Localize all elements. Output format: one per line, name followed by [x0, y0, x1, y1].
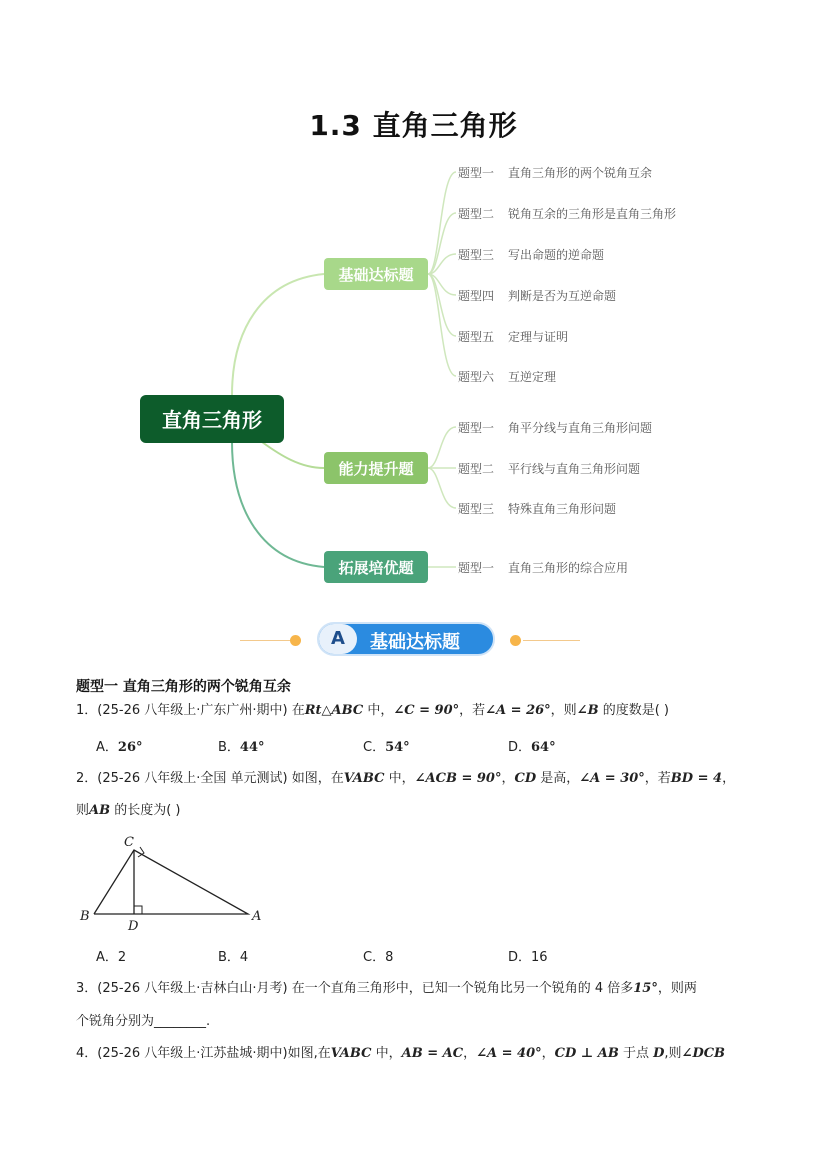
- mind-map: [0, 150, 827, 590]
- q2-text: 则: [76, 803, 90, 818]
- q4-text: ，: [541, 1046, 555, 1061]
- q2-option-c[interactable]: C．8: [363, 950, 394, 965]
- q1-option-a[interactable]: A．26°: [96, 740, 143, 755]
- q2-math: CD: [514, 771, 537, 786]
- banner-line-left: [240, 640, 292, 641]
- q1-text: ，若: [459, 703, 486, 718]
- leaf-type: 题型一: [458, 561, 495, 575]
- q1-option-d[interactable]: D．64°: [508, 740, 556, 755]
- mindmap-root-label: 直角三角形: [162, 408, 262, 432]
- q2-math: AB: [89, 803, 111, 818]
- page-title: 1.3 直角三角形: [309, 109, 518, 142]
- question-2-line2: [76, 801, 181, 821]
- q2-text: 的长度为( ): [110, 803, 181, 818]
- banner-letter: A: [319, 624, 357, 654]
- q3-math: 15°: [633, 981, 658, 996]
- leaf-topic: 特殊直角三角形问题: [508, 502, 617, 516]
- triangle-outline: [94, 850, 248, 914]
- q1-text: 中，: [363, 703, 394, 718]
- question-3: [76, 979, 697, 999]
- branch-extend-label: 拓展培优题: [338, 559, 414, 577]
- q4-text: 于点: [618, 1046, 654, 1061]
- label-c: C: [124, 835, 134, 850]
- q4-text: 中，: [371, 1046, 402, 1061]
- right-angle-mark-d: [134, 906, 142, 914]
- label-b: B: [80, 909, 90, 924]
- q2-math: VABC: [343, 771, 385, 786]
- leaf-type: 题型二: [458, 207, 495, 221]
- leaf-topic: 写出命题的逆命题: [508, 248, 605, 262]
- q1-math: ∠A = 26°: [485, 703, 551, 718]
- leaf-type: 题型一: [458, 166, 495, 180]
- q3-blank-text[interactable]: 个锐角分别为________.: [76, 1014, 211, 1029]
- q3-text: 3．(25-26 八年级上·吉林白山·月考) 在一个直角三角形中，已知一个锐角比另一个锐角的 4 倍多: [76, 981, 634, 996]
- branch-basic-label: 基础达标题: [338, 266, 414, 284]
- q4-text: ,则: [664, 1046, 682, 1061]
- q2-math: ∠ACB = 90°: [414, 771, 502, 786]
- q4-math: CD ⊥ AB: [554, 1046, 619, 1061]
- question-1: [76, 701, 669, 721]
- leaf-topic: 平行线与直角三角形问题: [508, 462, 641, 476]
- q4-math: AB = AC: [401, 1046, 464, 1061]
- q2-text: 2．(25-26 八年级上·全国 单元测试) 如图，在: [76, 771, 344, 786]
- leaf-type: 题型二: [458, 462, 495, 476]
- banner-dot-right: [510, 635, 521, 646]
- label-d: D: [128, 919, 139, 934]
- leaf-type: 题型三: [458, 502, 495, 516]
- leaf-type: 题型一: [458, 421, 495, 435]
- triangle-figure: [76, 830, 276, 935]
- branch-advance-label: 能力提升题: [338, 460, 414, 478]
- leaf-topic: 直角三角形的两个锐角互余: [508, 166, 653, 180]
- q2-text: ，: [722, 771, 736, 786]
- section-title: 题型一 直角三角形的两个锐角互余: [76, 679, 291, 695]
- q1-option-c[interactable]: C．54°: [363, 740, 410, 755]
- q2-option-a[interactable]: A．2: [96, 950, 127, 965]
- q2-math: ∠A = 30°: [579, 771, 645, 786]
- q2-option-d[interactable]: D．16: [508, 950, 548, 965]
- q2-math: BD = 4: [670, 771, 723, 786]
- q4-text: 4．(25-26 八年级上·江苏盐城·期中)如图,在: [76, 1046, 331, 1061]
- leaf-topic: 角平分线与直角三角形问题: [508, 421, 653, 435]
- q2-text: 中，: [384, 771, 415, 786]
- question-2: [76, 769, 735, 789]
- q1-math: ∠B: [576, 703, 599, 718]
- q1-text: 1．(25-26 八年级上·广东广州·期中) 在: [76, 703, 305, 718]
- banner-label: 基础达标题: [370, 632, 460, 653]
- q2-text: 是高，: [536, 771, 580, 786]
- q4-math: D: [653, 1046, 665, 1061]
- leaf-type: 题型四: [458, 289, 495, 303]
- leaf-type: 题型三: [458, 248, 495, 262]
- q1-text: 的度数是( ): [598, 703, 669, 718]
- q1-text: ，则: [550, 703, 577, 718]
- q1-math: Rt△ABC: [304, 703, 364, 718]
- q3-text: ，则两: [657, 981, 697, 996]
- q4-math: ∠DCB: [681, 1046, 726, 1061]
- leaf-topic: 直角三角形的综合应用: [508, 561, 629, 575]
- leaf-topic: 互逆定理: [508, 370, 557, 384]
- q2-text: ，: [501, 771, 515, 786]
- q2-option-b[interactable]: B．4: [218, 950, 249, 965]
- label-a: A: [252, 909, 262, 924]
- leaf-type: 题型五: [458, 330, 495, 344]
- leaf-topic: 定理与证明: [508, 330, 569, 344]
- question-4: [76, 1044, 725, 1064]
- q2-text: ，若: [644, 771, 671, 786]
- q4-math: VABC: [330, 1046, 372, 1061]
- banner-dot-left: [290, 635, 301, 646]
- leaf-topic: 锐角互余的三角形是直角三角形: [508, 207, 677, 221]
- banner-line-right: [523, 640, 580, 641]
- leaf-topic: 判断是否为互逆命题: [508, 289, 617, 303]
- question-3-line2: [76, 1012, 210, 1032]
- q1-option-b[interactable]: B．44°: [218, 740, 265, 755]
- q1-math: ∠C = 90°: [393, 703, 460, 718]
- q4-text: ，: [463, 1046, 477, 1061]
- section-banner: [240, 620, 580, 660]
- q4-math: ∠A = 40°: [476, 1046, 542, 1061]
- leaf-type: 题型六: [458, 370, 495, 384]
